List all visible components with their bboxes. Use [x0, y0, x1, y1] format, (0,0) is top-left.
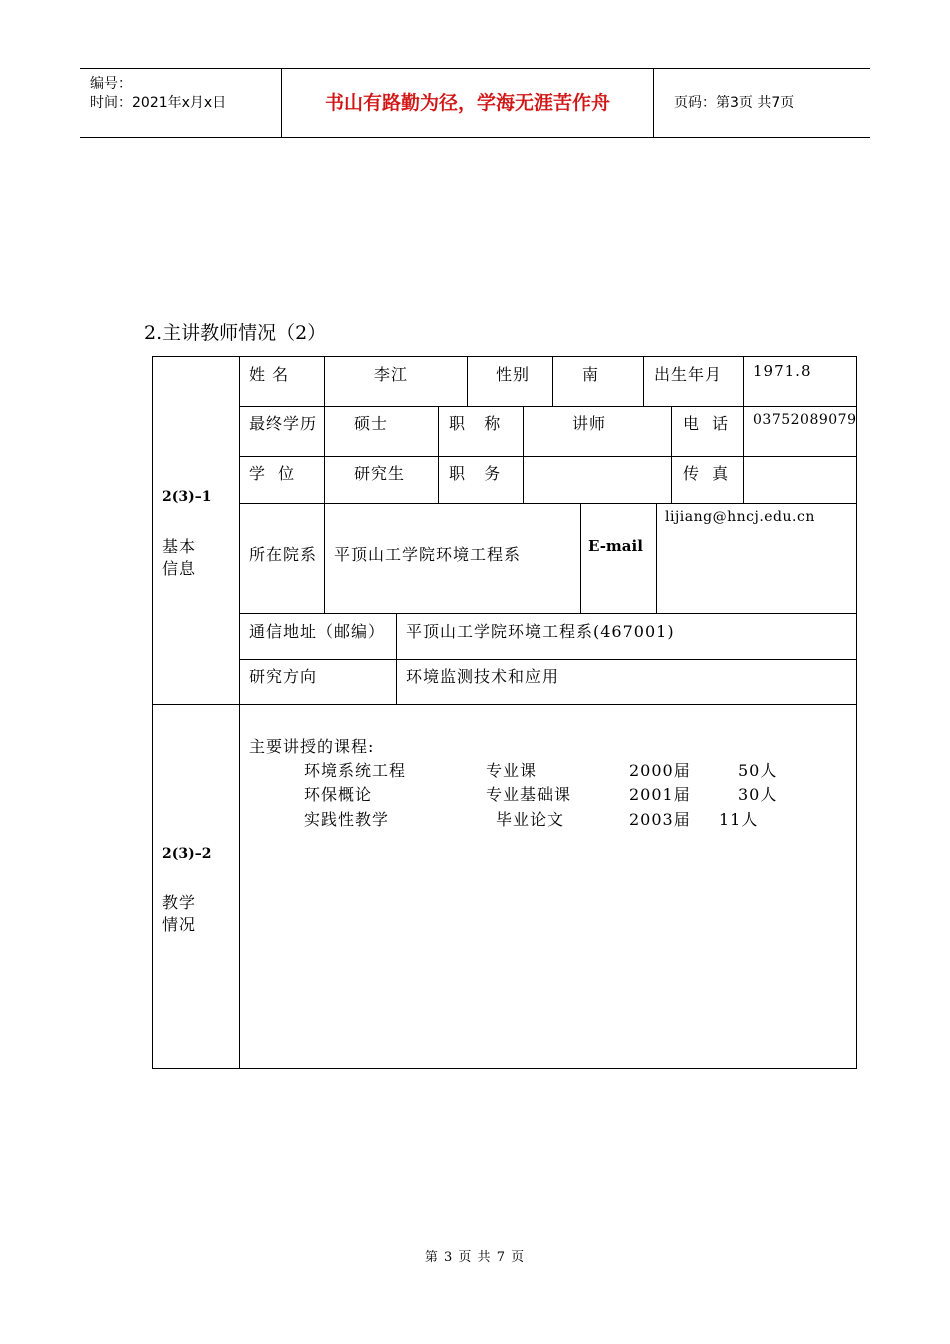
birth-label: 出生年月 [654, 365, 723, 384]
page-footer: 第 3 页 共 7 页 [424, 1250, 526, 1265]
divider [743, 406, 744, 503]
course-year: 2003届 [629, 810, 691, 829]
page-header [80, 68, 870, 138]
section-title: 2.主讲教师情况（2） [144, 322, 327, 344]
courses-heading: 主要讲授的课程: [249, 737, 375, 756]
divider [324, 406, 325, 503]
birth-value: 1971.8 [753, 362, 812, 380]
basic-section-label-1: 基本 [162, 537, 197, 556]
course-type: 专业基础课 [486, 785, 572, 804]
gender-label: 性别 [496, 365, 531, 384]
divider [643, 356, 644, 406]
course-year: 2001届 [629, 785, 691, 804]
phone-label: 电 话 [683, 414, 730, 433]
divider [239, 456, 857, 457]
degree-label: 学 位 [249, 464, 296, 483]
divider [239, 406, 857, 407]
divider [438, 406, 439, 503]
teaching-section-label-2: 情况 [162, 915, 197, 934]
phone-value: 03752089079 [753, 412, 857, 428]
divider [552, 356, 553, 406]
gender-value: 南 [582, 365, 600, 384]
dept-value: 平顶山工学院环境工程系 [334, 545, 522, 564]
basic-section-code: 2(3)–1 [162, 489, 212, 505]
basic-section-label-2: 信息 [162, 559, 197, 578]
teaching-section-code: 2(3)–2 [162, 846, 212, 862]
education-label: 最终学历 [249, 414, 318, 433]
course-name: 环保概论 [304, 785, 373, 804]
divider [239, 659, 857, 660]
divider [324, 503, 325, 613]
course-count: 30人 [738, 785, 778, 804]
divider [671, 406, 672, 503]
address-value: 平顶山工学院环境工程系(467001) [406, 622, 675, 641]
number-label: 编号： [90, 76, 132, 92]
header-motto: 书山有路勤为径，学海无涯苦作舟 [282, 69, 654, 137]
education-value: 硕士 [354, 414, 389, 433]
time-label: 时间：2021年x月x日 [90, 95, 227, 111]
name-label: 姓 名 [249, 365, 290, 384]
course-count: 50人 [738, 761, 778, 780]
divider [523, 406, 524, 503]
header-meta [80, 69, 282, 137]
dept-label: 所在院系 [249, 545, 318, 564]
research-label: 研究方向 [249, 667, 318, 686]
divider [743, 356, 744, 406]
degree-value: 研究生 [354, 464, 406, 483]
course-type: 毕业论文 [496, 810, 565, 829]
divider [239, 613, 857, 614]
course-year: 2000届 [629, 761, 691, 780]
divider [239, 503, 857, 504]
title-value: 讲师 [572, 414, 607, 433]
divider [396, 613, 397, 704]
teaching-section-label-1: 教学 [162, 893, 197, 912]
course-type: 专业课 [486, 761, 538, 780]
address-label: 通信地址（邮编） [249, 622, 386, 641]
header-page-info: 页码：第3页 共7页 [674, 95, 795, 111]
name-value: 李江 [374, 365, 409, 384]
course-count: 11人 [719, 810, 759, 829]
research-value: 环境监测技术和应用 [406, 667, 560, 686]
position-label: 职 务 [449, 464, 502, 483]
title-label: 职 称 [449, 414, 502, 433]
divider [467, 356, 468, 406]
course-name: 实践性教学 [304, 810, 390, 829]
divider [239, 356, 240, 1069]
email-label: E-mail [588, 537, 643, 555]
divider [580, 503, 581, 613]
email-value: lijiang@hncj.edu.cn [665, 509, 815, 525]
divider [324, 356, 325, 406]
divider [656, 503, 657, 613]
divider [152, 704, 857, 705]
course-name: 环境系统工程 [304, 761, 407, 780]
fax-label: 传 真 [683, 464, 730, 483]
